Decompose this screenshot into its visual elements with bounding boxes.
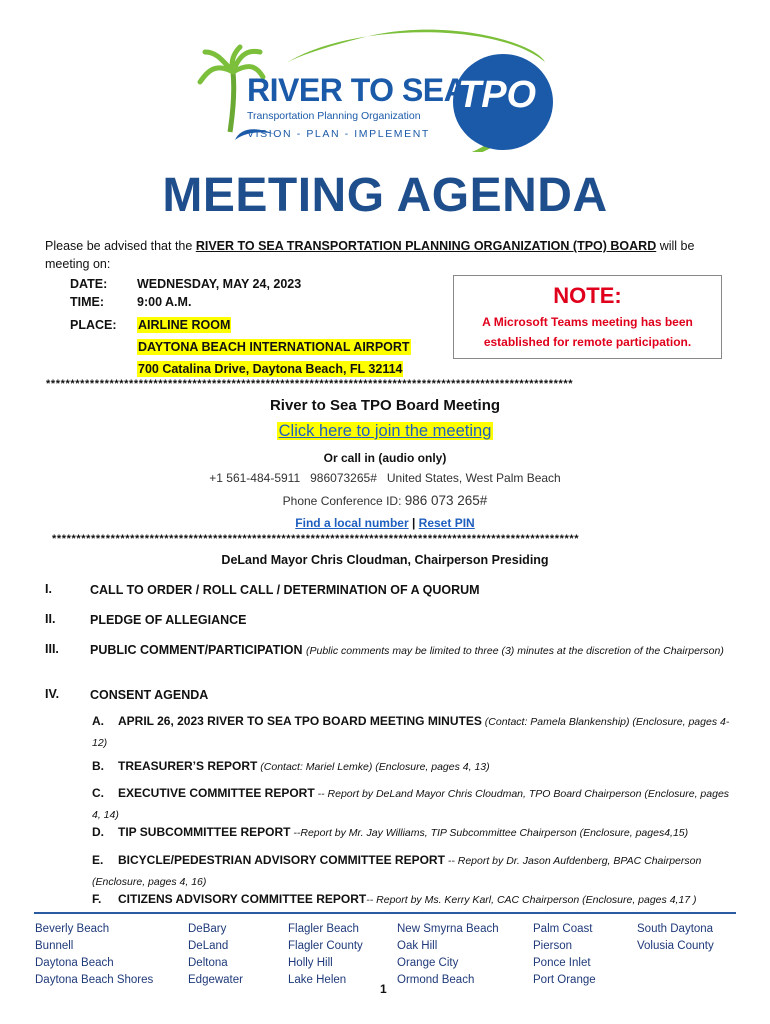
footer-rule: [34, 912, 736, 914]
consent-item: [92, 822, 730, 843]
city-name: Daytona Beach: [35, 957, 114, 969]
agenda-title: PUBLIC COMMENT/PARTICIPATION: [90, 643, 303, 657]
agenda-num: II.: [45, 612, 56, 626]
join-meeting-link[interactable]: Click here to join the meeting: [278, 422, 492, 440]
consent-note: -- Report by Dr. Jason Aufdenberg, BPAC Chairperson (Enclosure, pages 4, 16): [92, 855, 702, 888]
time-value: 9:00 A.M.: [137, 295, 192, 309]
agenda-title: CALL TO ORDER / ROLL CALL / DETERMINATION OF A QUORUM: [90, 583, 480, 597]
consent-note: (Contact: Pamela Blankenship) (Enclosure, pages 4-12): [92, 716, 730, 749]
consent-letter: C.: [92, 786, 104, 800]
consent-item: [92, 850, 730, 892]
agenda-note: (Public comments may be limited to three (3) minutes at the discretion of the Chairperson): [305, 645, 724, 657]
footer-col-4: [397, 921, 499, 989]
link-divider: |: [408, 516, 419, 530]
city-name: Port Orange: [533, 974, 596, 986]
city-name: DeLand: [188, 940, 229, 952]
city-name: Pierson: [533, 940, 572, 952]
city-name: Flagler Beach: [288, 923, 359, 935]
consent-item: [92, 783, 730, 825]
page-number: 1: [380, 982, 387, 996]
intro-text: [45, 237, 735, 273]
separator: ************************************************************************************************************: [46, 378, 574, 390]
place-label: PLACE:: [70, 318, 117, 332]
time-label: TIME:: [70, 295, 105, 309]
city-name: Ormond Beach: [397, 974, 475, 986]
call-in-label: Or call in (audio only): [323, 451, 447, 465]
consent-letter: D.: [92, 825, 104, 839]
local-links: [0, 516, 770, 530]
consent-title: TREASURER’S REPORT: [118, 759, 258, 773]
consent-note: --Report by Mr. Jay Williams, TIP Subcommittee Chairperson (Enclosure, pages4,15): [290, 827, 689, 839]
consent-letter: F.: [92, 892, 102, 906]
note-line-2: established for remote participation.: [483, 335, 692, 349]
intro-org: RIVER TO SEA TRANSPORTATION PLANNING ORGANIZATION (TPO) BOARD: [195, 239, 657, 253]
note-box: [453, 275, 722, 359]
city-name: Volusia County: [637, 940, 714, 952]
place-line-2: DAYTONA BEACH INTERNATIONAL AIRPORT: [138, 340, 410, 354]
consent-note: -- Report by Ms. Kerry Karl, CAC Chairperson (Enclosure, pages 4,17 ): [366, 894, 697, 906]
city-name: Bunnell: [35, 940, 74, 952]
phone-number: +1 561-484-5911 986073265# United States, West Palm Beach: [209, 471, 561, 485]
find-local-number-link[interactable]: Find a local number: [295, 516, 409, 530]
consent-title: BICYCLE/PEDESTRIAN ADVISORY COMMITTEE REPORT: [118, 853, 445, 867]
agenda-title: PLEDGE OF ALLEGIANCE: [90, 613, 247, 627]
agenda-num: III.: [45, 642, 59, 656]
consent-title: EXECUTIVE COMMITTEE REPORT: [118, 786, 315, 800]
city-name: Flagler County: [288, 940, 363, 952]
city-name: Deltona: [188, 957, 228, 969]
city-name: Ponce Inlet: [533, 957, 591, 969]
intro-before: Please be advised that the: [45, 239, 196, 253]
presiding-line: DeLand Mayor Chris Cloudman, Chairperson Presiding: [221, 553, 549, 567]
conference-id: 986 073 265#: [404, 493, 488, 508]
city-name: New Smyrna Beach: [397, 923, 499, 935]
consent-note: -- Report by DeLand Mayor Chris Cloudman, TPO Board Chairperson (Enclosure, pages 4, 14): [92, 788, 730, 821]
place-line-3: 700 Catalina Drive, Daytona Beach, FL 32114: [138, 362, 403, 376]
consent-item: [92, 889, 730, 910]
city-name: Edgewater: [188, 974, 243, 986]
place-line-1: AIRLINE ROOM: [138, 318, 231, 332]
date-label: DATE:: [70, 277, 108, 291]
consent-note: (Contact: Mariel Lemke) (Enclosure, pages 4, 13): [257, 761, 490, 773]
footer-col-6: [637, 921, 714, 955]
separator: ************************************************************************************************************: [52, 533, 580, 545]
city-name: Beverly Beach: [35, 923, 110, 935]
consent-item: [92, 756, 730, 777]
city-name: DeBary: [188, 923, 227, 935]
logo-tagline: VISION - PLAN - IMPLEMENT: [247, 128, 430, 140]
city-name: Lake Helen: [288, 974, 347, 986]
consent-letter: A.: [92, 714, 104, 728]
consent-item: [92, 711, 730, 753]
consent-title: TIP SUBCOMMITTEE REPORT: [118, 825, 291, 839]
logo-badge: TPO: [458, 74, 537, 116]
footer-col-2: [188, 921, 243, 989]
logo: [195, 22, 555, 152]
conference-label: Phone Conference ID:: [282, 494, 405, 508]
city-name: Daytona Beach Shores: [35, 974, 154, 986]
reset-pin-link[interactable]: Reset PIN: [418, 516, 475, 530]
date-value: WEDNESDAY, MAY 24, 2023: [137, 277, 302, 291]
note-line-1: A Microsoft Teams meeting has been: [482, 315, 693, 329]
conference-id-line: [0, 493, 770, 508]
consent-title: APRIL 26, 2023 RIVER TO SEA TPO BOARD MEETING MINUTES: [118, 714, 482, 728]
city-name: Oak Hill: [397, 940, 438, 952]
intro-after: will be meeting on:: [45, 239, 695, 271]
logo-subtitle: Transportation Planning Organization: [247, 110, 421, 122]
agenda-num: IV.: [45, 687, 60, 701]
consent-title: CITIZENS ADVISORY COMMITTEE REPORT: [118, 892, 367, 906]
city-name: Palm Coast: [533, 923, 593, 935]
agenda-item-public-comment: [90, 642, 730, 660]
join-link-wrap: [0, 422, 770, 441]
page-title: MEETING AGENDA: [162, 169, 608, 222]
city-name: Orange City: [397, 957, 459, 969]
city-name: South Daytona: [637, 923, 714, 935]
logo-title: RIVER TO SEA: [247, 72, 467, 108]
consent-letter: B.: [92, 759, 104, 773]
note-title: NOTE:: [553, 283, 622, 308]
footer-col-5: [533, 921, 596, 989]
meeting-title: River to Sea TPO Board Meeting: [269, 397, 501, 414]
city-name: Holly Hill: [288, 957, 333, 969]
agenda-title: CONSENT AGENDA: [90, 688, 209, 702]
consent-letter: E.: [92, 853, 104, 867]
agenda-num: I.: [45, 582, 52, 596]
footer-col-3: [288, 921, 363, 989]
footer-col-1: [35, 921, 153, 989]
